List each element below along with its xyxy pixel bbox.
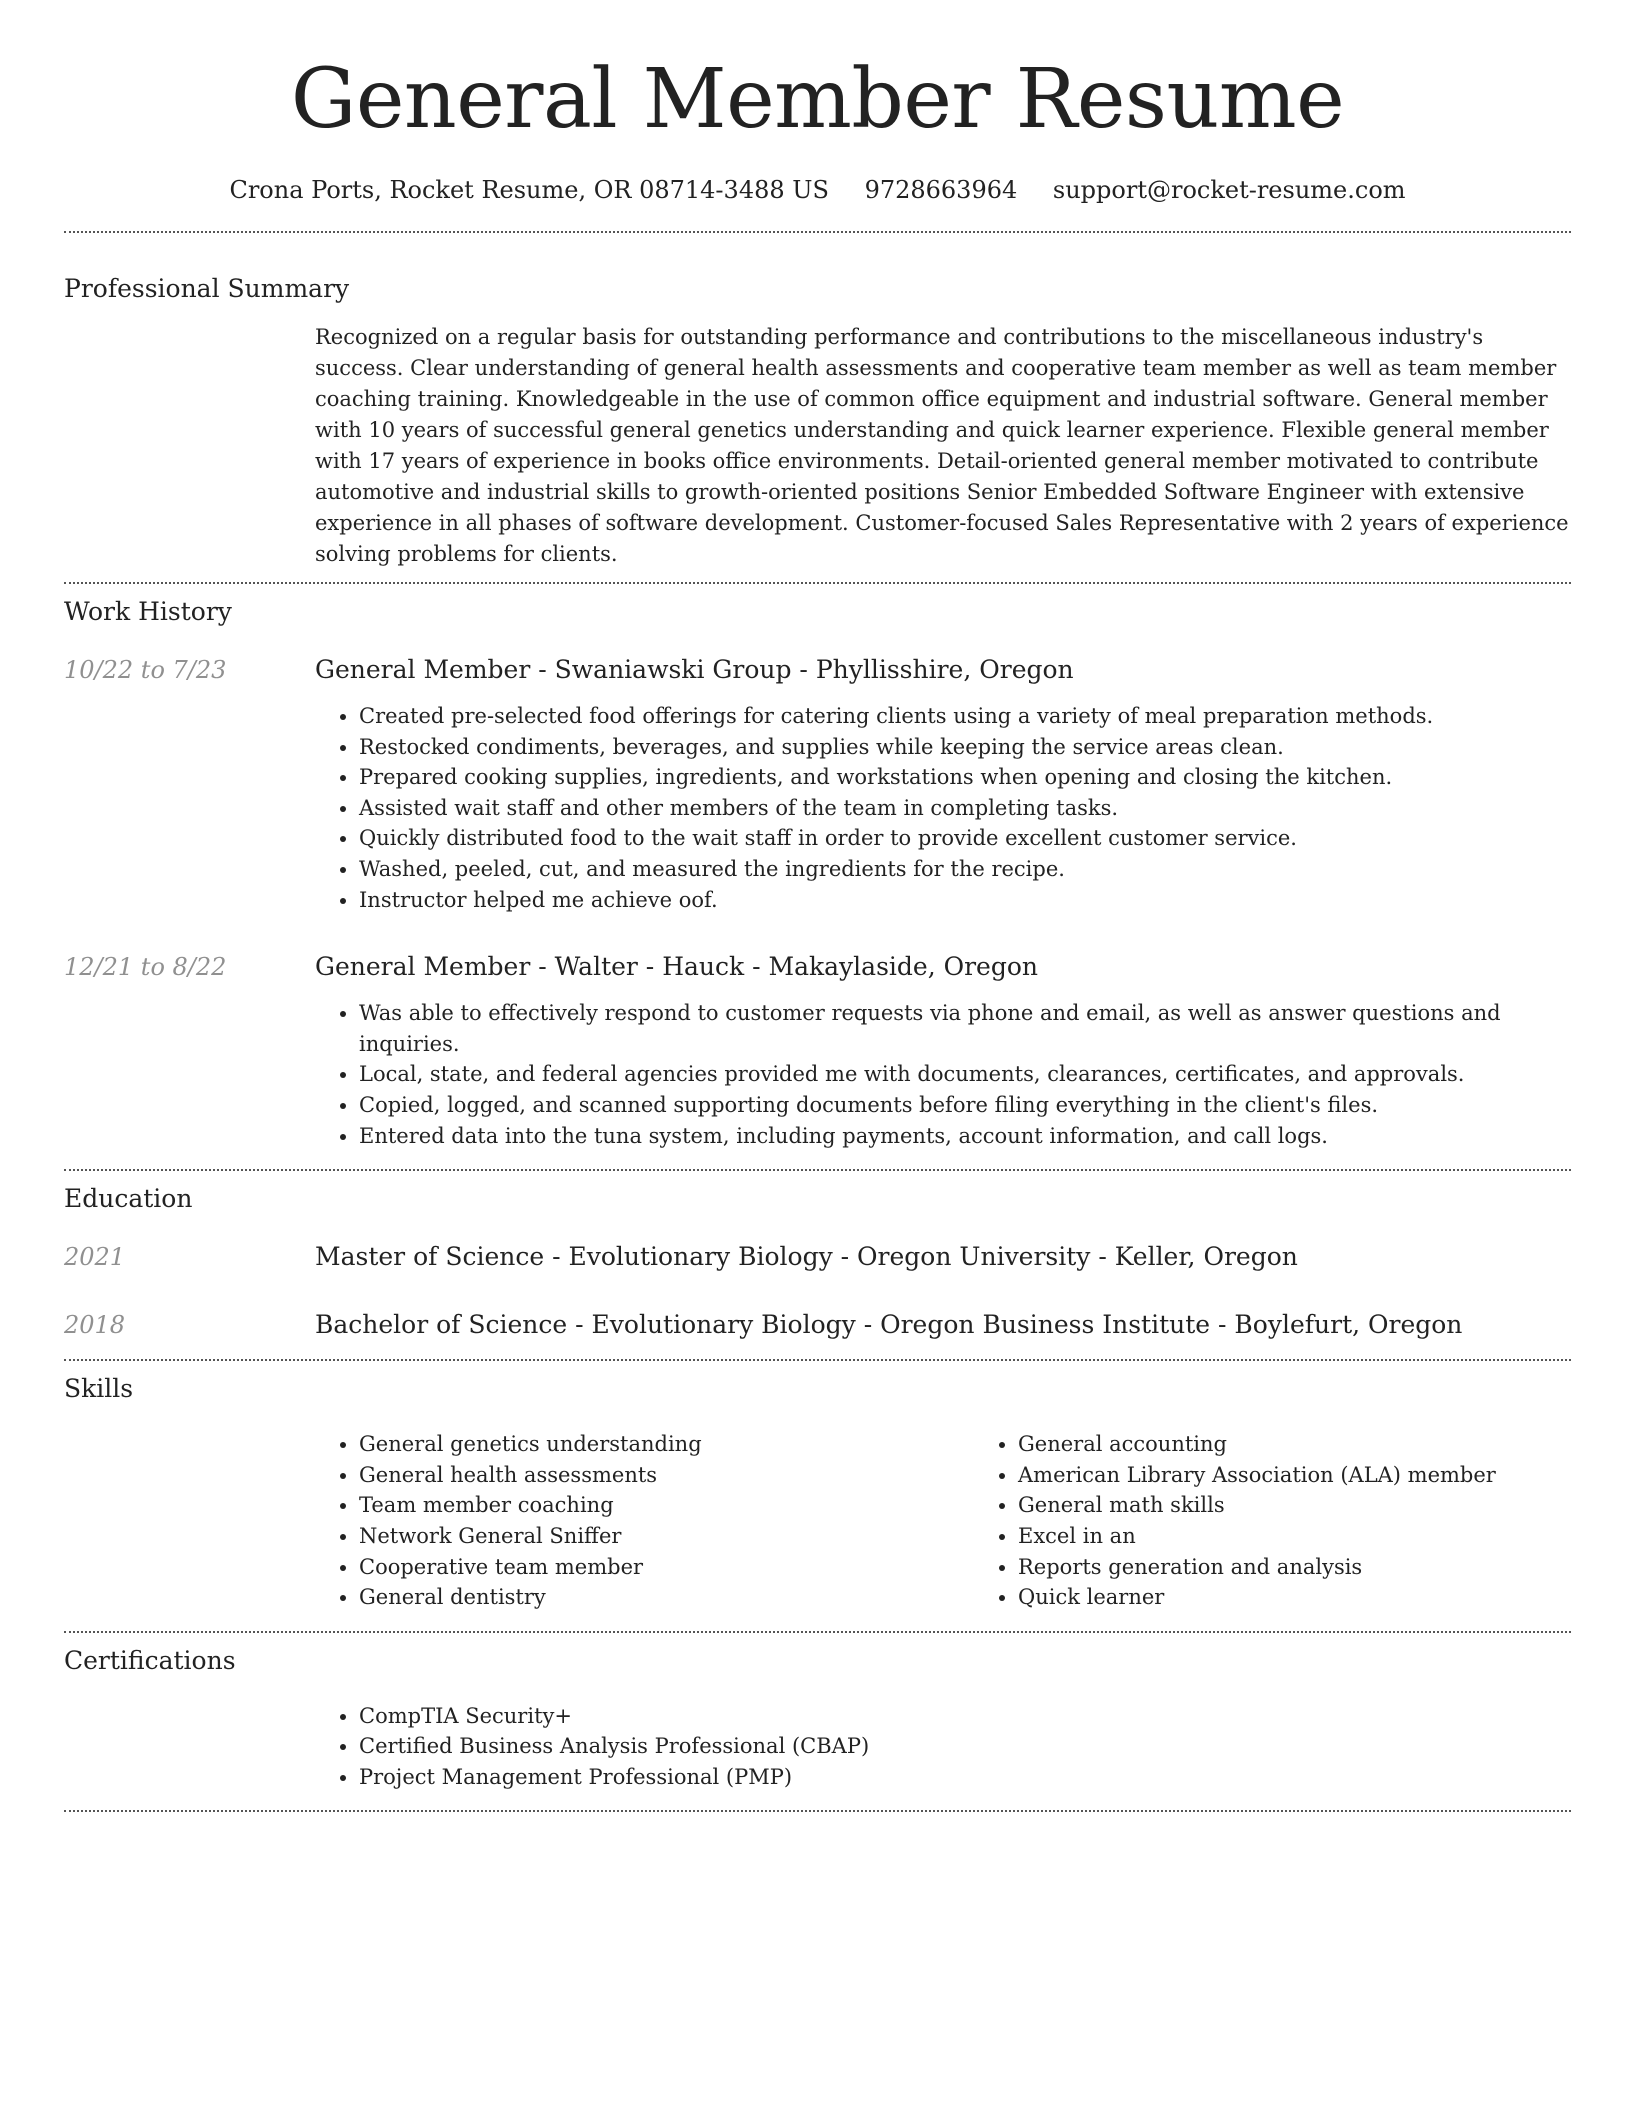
- certifications-list: [315, 1701, 1571, 1793]
- list-item: • Excel in an: [1018, 1521, 1632, 1552]
- list-item: • Local, state, and federal agencies provided me with documents, clearances, certificates, and approvals.: [359, 1059, 1571, 1090]
- summary-text: Recognized on a regular basis for outstanding performance and contributions to the miscellaneous industry's success. Clear understanding of general health assessments and cooperative team member as well as team member coaching training. Knowledgeable in the use of common office equipment and industrial software. General member with 10 years of successful general genetics understanding and quick learner experience. Flexible general member with 17 years of experience in books office environments. Detail-oriented general member motivated to contribute automotive and industrial skills to growth-oriented positions Senior Embedded Software Engineer with extensive experience in all phases of software development. Customer-focused Sales Representative with 2 years of experience solving problems for clients.: [315, 325, 1569, 566]
- job-bullets: [315, 998, 1571, 1151]
- list-item: • Certified Business Analysis Professional (CBAP): [359, 1731, 1571, 1762]
- contact-phone: 9728663964: [864, 176, 1018, 204]
- divider: [64, 1359, 1571, 1361]
- job-entry: [64, 951, 1571, 1151]
- section-title-summary: Professional Summary: [64, 274, 350, 303]
- list-item: • Reports generation and analysis: [1018, 1552, 1632, 1583]
- list-item: • Restocked condiments, beverages, and supplies while keeping the service areas clean.: [359, 732, 1571, 763]
- list-item: • Copied, logged, and scanned supporting documents before filing everything in the client's files.: [359, 1090, 1571, 1121]
- list-item: • Washed, peeled, cut, and measured the ingredients for the recipe.: [359, 854, 1571, 885]
- divider: [64, 231, 1571, 233]
- list-item: • Cooperative team member: [359, 1552, 974, 1583]
- divider: [64, 1169, 1571, 1171]
- list-item: • Network General Sniffer: [359, 1521, 974, 1552]
- list-item: • General dentistry: [359, 1582, 974, 1613]
- list-item: • Quick learner: [1018, 1582, 1632, 1613]
- section-title-education: Education: [64, 1184, 193, 1214]
- list-item: • Project Management Professional (PMP): [359, 1762, 1571, 1793]
- resume-title: General Member Resume: [290, 52, 1345, 147]
- education-entry: [64, 1309, 1571, 1341]
- divider: [64, 1631, 1571, 1633]
- section-title-skills: Skills: [64, 1374, 134, 1404]
- list-item: • General health assessments: [359, 1460, 974, 1491]
- education-entry: [64, 1241, 1571, 1273]
- skills-grid: [315, 1429, 1632, 1613]
- skills-list-left: [315, 1429, 974, 1613]
- list-item: • General accounting: [1018, 1429, 1632, 1460]
- list-item: • General genetics understanding: [359, 1429, 974, 1460]
- education-degree: Master of Science - Evolutionary Biology - Oregon University - Keller, Oregon: [315, 1242, 1298, 1272]
- education-year: 2021: [64, 1243, 126, 1272]
- resume-page: [64, 0, 1571, 1812]
- skills-row: [64, 1429, 1571, 1613]
- divider: [64, 582, 1571, 584]
- skills-list-right: [974, 1429, 1632, 1613]
- list-item: • Entered data into the tuna system, including payments, account information, and call logs.: [359, 1121, 1571, 1152]
- education-year: 2018: [64, 1311, 126, 1340]
- divider: [64, 1810, 1571, 1812]
- contact-address: Crona Ports, Rocket Resume, OR 08714-3488 US: [229, 176, 829, 204]
- job-bullets: [315, 701, 1571, 915]
- education-degree: Bachelor of Science - Evolutionary Biology - Oregon Business Institute - Boylefurt, Oregon: [315, 1310, 1463, 1340]
- list-item: • Prepared cooking supplies, ingredients, and workstations when opening and closing the kitchen.: [359, 762, 1571, 793]
- list-item: • Quickly distributed food to the wait staff in order to provide excellent customer service.: [359, 823, 1571, 854]
- list-item: • CompTIA Security+: [359, 1701, 1571, 1732]
- summary-row: [64, 322, 1571, 570]
- list-item: • Created pre-selected food offerings for catering clients using a variety of meal preparation methods.: [359, 701, 1571, 732]
- list-item: • General math skills: [1018, 1490, 1632, 1521]
- section-title-certifications: Certifications: [64, 1645, 236, 1675]
- list-item: • American Library Association (ALA) member: [1018, 1460, 1632, 1491]
- job-dates: 12/21 to 8/22: [64, 953, 227, 982]
- summary-left-spacer: [64, 322, 315, 570]
- list-item: • Instructor helped me achieve oof.: [359, 885, 1571, 916]
- certifications-left-spacer: [64, 1701, 315, 1793]
- job-dates: 10/22 to 7/23: [64, 656, 227, 684]
- job-heading: General Member - Walter - Hauck - Makaylaside, Oregon: [315, 952, 1038, 982]
- job-entry: [64, 654, 1571, 915]
- skills-left-spacer: [64, 1429, 315, 1613]
- list-item: • Assisted wait staff and other members of the team in completing tasks.: [359, 793, 1571, 824]
- job-heading: General Member - Swaniawski Group - Phyllisshire, Oregon: [315, 655, 1074, 684]
- certifications-row: [64, 1701, 1571, 1793]
- list-item: • Team member coaching: [359, 1490, 974, 1521]
- contact-line: [64, 174, 1571, 206]
- section-title-work: Work History: [64, 597, 232, 626]
- list-item: • Was able to effectively respond to customer requests via phone and email, as well as answer questions and inquiries.: [359, 998, 1571, 1059]
- contact-email: support@rocket-resume.com: [1052, 176, 1406, 204]
